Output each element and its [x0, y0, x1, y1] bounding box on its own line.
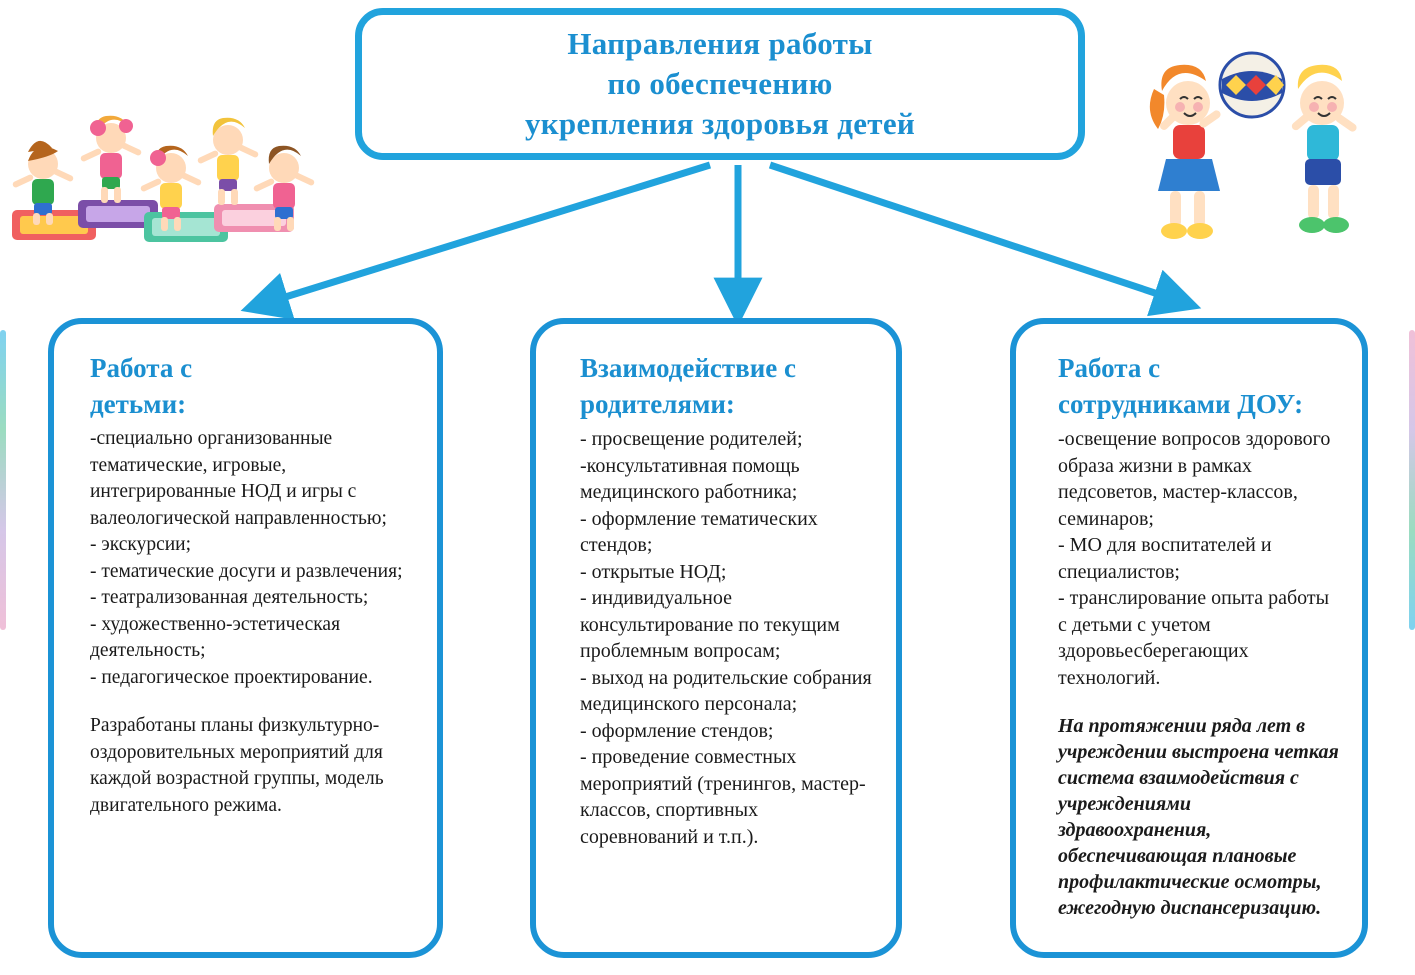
card-2-item-4: - открытые НОД;: [580, 560, 727, 583]
arrow-to-staff-card: [770, 165, 1176, 300]
card-2-title-line-2: родителями:: [580, 389, 735, 419]
card-2-body: [580, 426, 876, 850]
card-1-item-2: - экскурсии;: [90, 534, 192, 555]
card-2-item-8: - проведение совместных мероприятий (тренингов, мастер-классов, спортивных соревнований и т.п.).: [580, 746, 866, 848]
card-work-with-staff: [1010, 318, 1368, 958]
card-3-item-2: - МО для воспитателей и специалистов;: [1058, 534, 1272, 583]
card-1-note: Разработаны планы физкультурно-оздоровительных мероприятий для каждой возрастной группы, модель двигательного режима.: [90, 715, 384, 816]
card-2-title-line-1: Взаимодействие с: [580, 353, 796, 383]
children-exercising-illustration: [6, 60, 336, 255]
card-3-title-line-2: сотрудниками ДОУ:: [1058, 389, 1304, 419]
children-with-ball-illustration: [1140, 45, 1390, 250]
left-edge-stripe: [0, 330, 6, 630]
card-1-item-4: - театрализованная деятельность;: [90, 587, 369, 608]
card-1-title-line-2: детьми:: [90, 389, 187, 419]
card-1-title-line-1: Работа с: [90, 353, 193, 383]
card-1-item-6: - педагогическое проектирование.: [90, 666, 373, 688]
card-3-title: [1058, 350, 1342, 422]
card-2-item-1: - просвещение родителей;: [580, 428, 803, 450]
page-title-line-2: по обеспечению: [607, 66, 833, 101]
diagram-title-box: [355, 8, 1085, 160]
card-1-item-3: - тематические досуги и развлечения;: [90, 560, 403, 582]
card-3-title-line-1: Работа с: [1058, 353, 1161, 383]
card-1-title: [90, 350, 417, 422]
card-2-title: [580, 350, 876, 422]
card-1-item-1: -специально организованные тематические, игровые, интегрированные НОД и игры с валеологической направленностью;: [90, 428, 387, 529]
card-work-with-parents: [530, 318, 902, 958]
card-3-item-3: - транслирование опыта работы с детьми с учетом здоровьесберегающих технологий.: [1058, 587, 1330, 689]
right-edge-stripe: [1409, 330, 1415, 630]
card-2-item-6: - выход на родительские собрания медицинского персонала;: [580, 666, 872, 715]
card-1-body: [90, 426, 417, 819]
card-2-item-3: - оформление тематических стендов;: [580, 507, 818, 556]
card-3-note: На протяжении ряда лет в учреждении выстроена четкая система взаимодействия с учреждениями здравоохранения, обеспечивающая плановые профилактические осмотры, ежегодную диспансеризацию.: [1058, 715, 1339, 919]
card-2-item-2: -консультативная помощь медицинского работника;: [580, 454, 800, 503]
page-title-line-1: Направления работы: [567, 26, 873, 61]
card-1-item-5: - художественно-эстетическая деятельность;: [90, 613, 341, 661]
card-3-body: [1058, 426, 1342, 921]
card-2-item-7: - оформление стендов;: [580, 719, 774, 742]
card-work-with-children: [48, 318, 443, 958]
card-3-item-1: -освещение вопросов здорового образа жизни в рамках педсоветов, мастер-классов, семинаров;: [1058, 428, 1331, 530]
card-2-item-5: - индивидуальное консультирование по текущим проблемным вопросам;: [580, 587, 840, 662]
page-title-line-3: укрепления здоровья детей: [524, 106, 916, 141]
